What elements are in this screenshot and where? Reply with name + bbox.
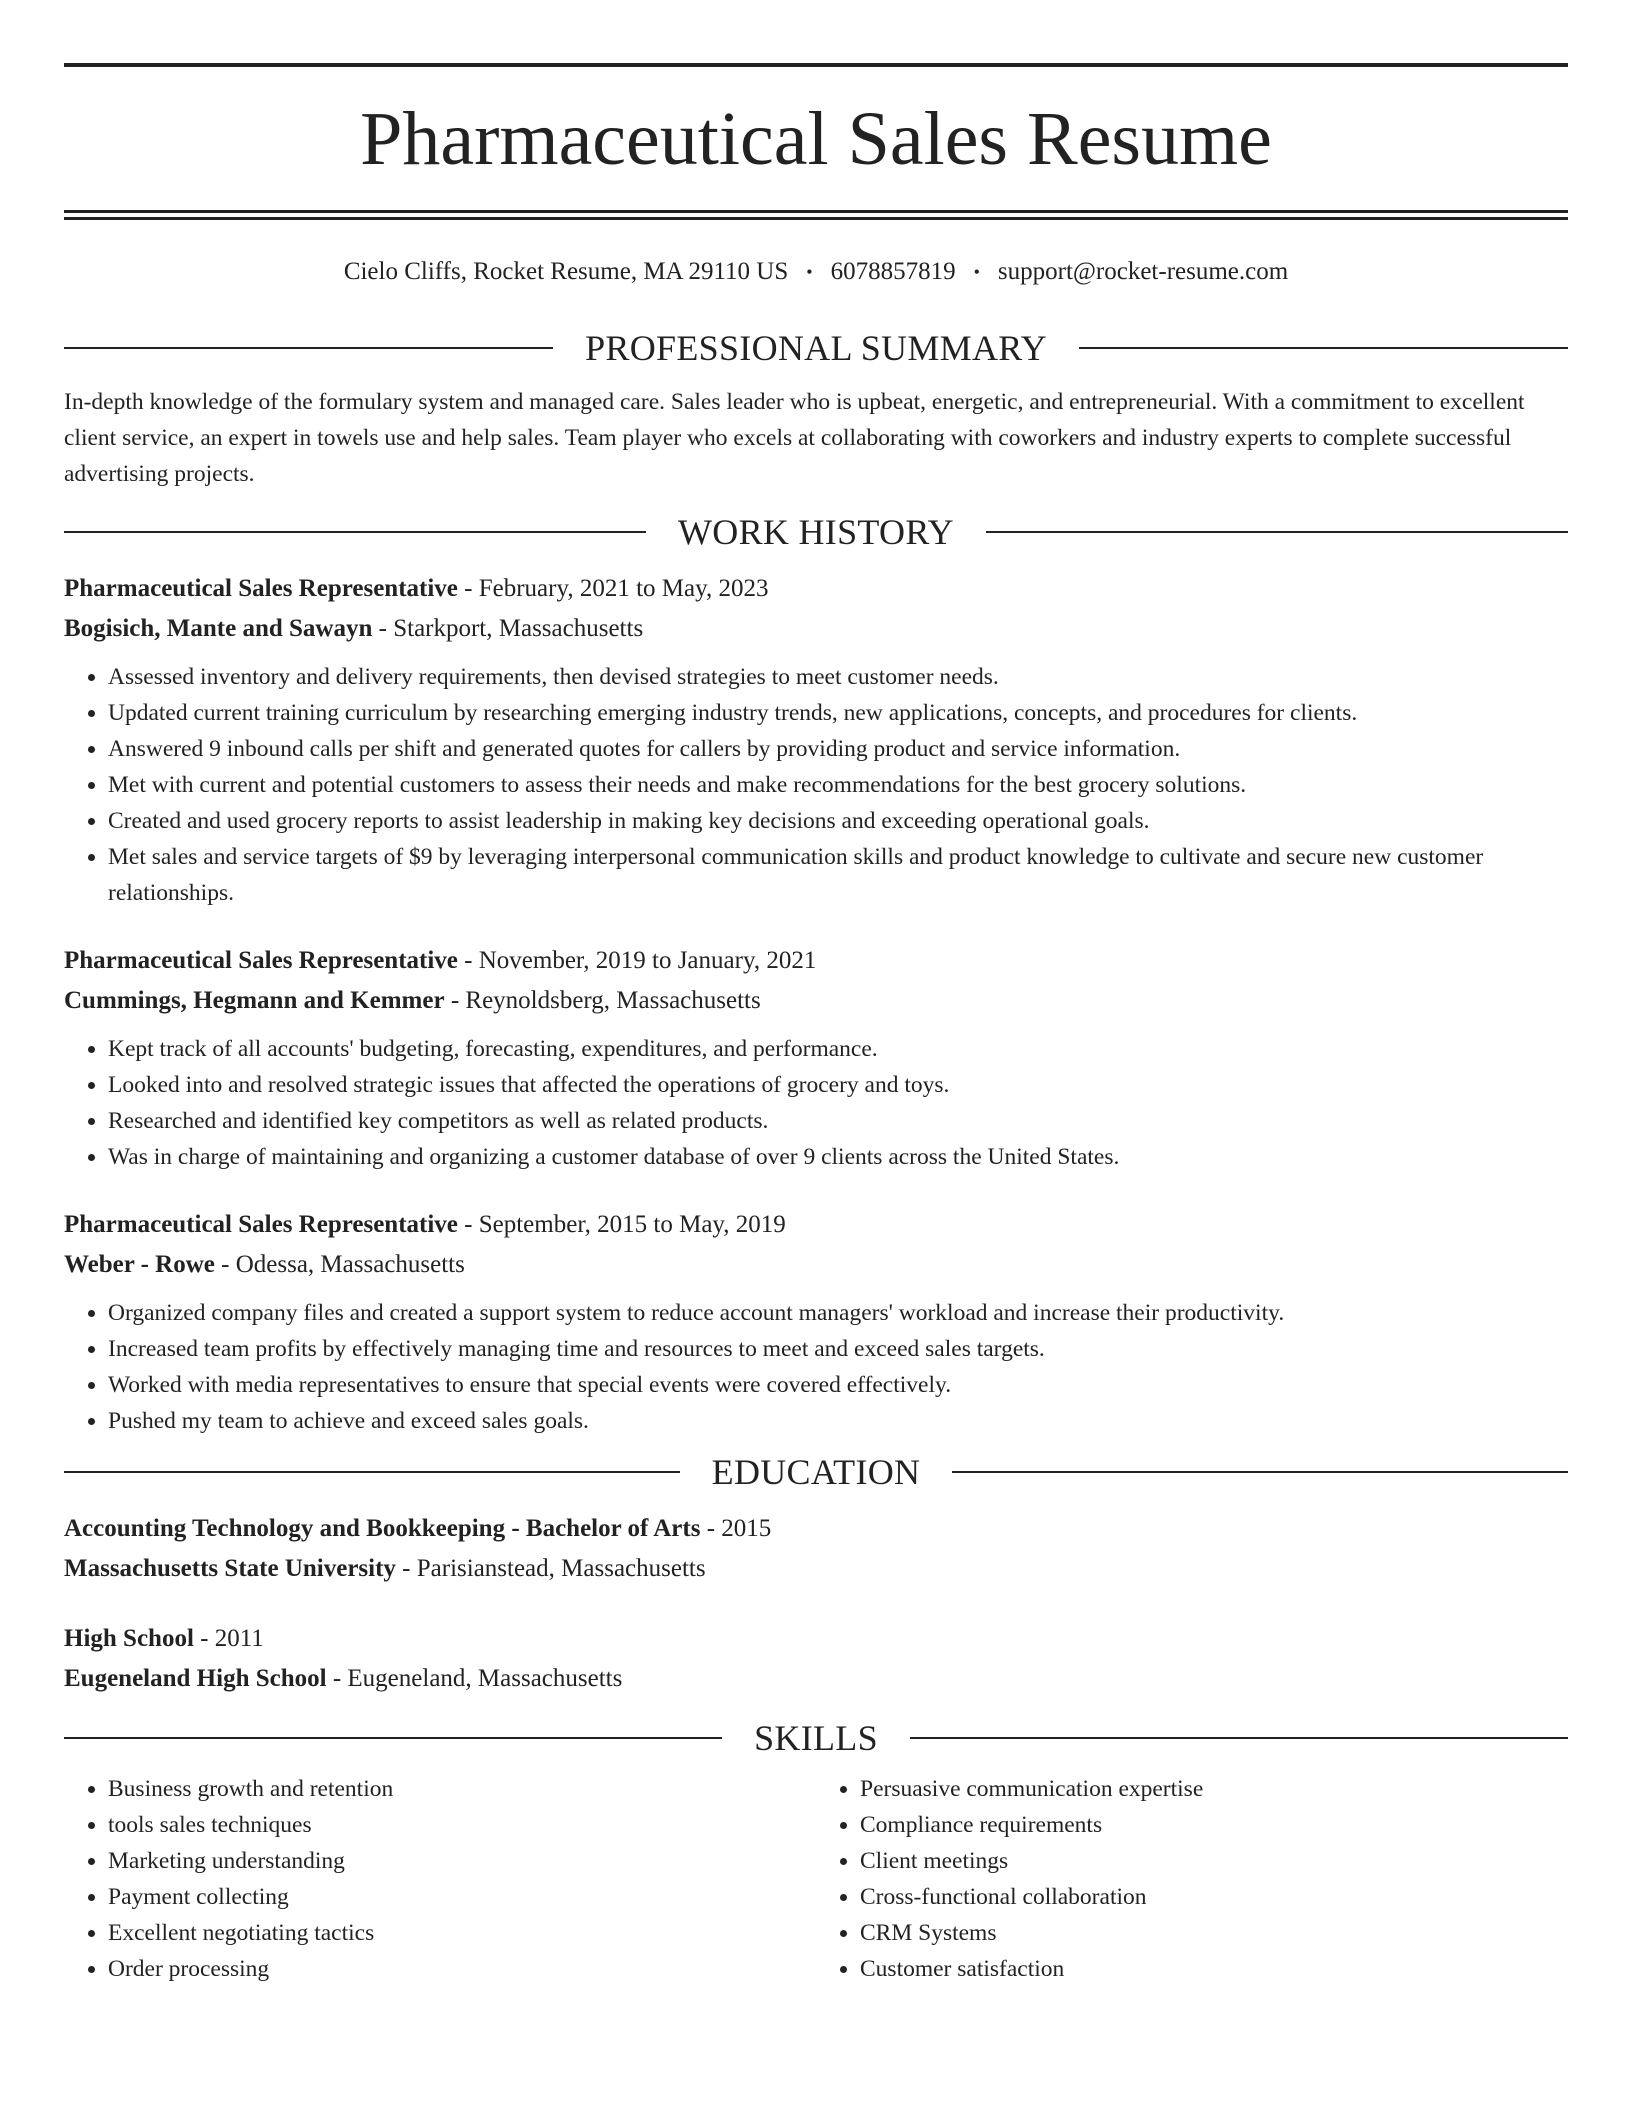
section-title: WORK HISTORY [678, 512, 954, 552]
contact-separator: • [973, 261, 980, 282]
section-heading-skills [64, 1717, 1568, 1759]
job-dates: - February, 2021 to May, 2023 [457, 575, 769, 602]
list-item: • Marketing understanding [108, 1843, 816, 1879]
list-item: • Business growth and retention [108, 1771, 816, 1807]
list-item: • Created and used grocery reports to assist leadership in making key decisions and exceeding operational goals. [108, 803, 1568, 839]
job-dates: - November, 2019 to January, 2021 [457, 947, 817, 974]
job-company: Bogisich, Mante and Sawayn [64, 615, 373, 642]
degree: Accounting Technology and Bookkeeping - Bachelor of Arts [64, 1515, 701, 1542]
job-bullets [64, 659, 1568, 911]
job-location: - Odessa, Massachusetts [214, 1251, 465, 1278]
degree-line [64, 1619, 1568, 1659]
list-item: • Met with current and potential customers to assess their needs and make recommendations for the best grocery solutions. [108, 767, 1568, 803]
degree-year: - 2015 [700, 1515, 772, 1542]
list-item: • tools sales techniques [108, 1807, 816, 1843]
job-location: - Reynoldsberg, Massachusetts [444, 987, 761, 1014]
list-item: • Payment collecting [108, 1879, 816, 1915]
list-item: • Assessed inventory and delivery requirements, then devised strategies to meet customer needs. [108, 659, 1568, 695]
heading-rule [64, 1471, 680, 1473]
skills-column-right [816, 1771, 1568, 1987]
job-title-line [64, 1205, 1568, 1245]
job-title: Pharmaceutical Sales Representative [64, 947, 458, 974]
job-company-line [64, 609, 1568, 649]
page-title: Pharmaceutical Sales Resume [360, 96, 1272, 181]
list-item: • Order processing [108, 1951, 816, 1987]
job-dates: - September, 2015 to May, 2019 [457, 1211, 786, 1238]
education-entry [64, 1509, 1568, 1589]
job-location: - Starkport, Massachusetts [372, 615, 644, 642]
section-title: PROFESSIONAL SUMMARY [585, 328, 1047, 368]
section-title: SKILLS [754, 1718, 878, 1758]
contact-separator: • [806, 261, 813, 282]
heading-rule [952, 1471, 1568, 1473]
job-company: Weber - Rowe [64, 1251, 215, 1278]
heading-rule [986, 531, 1568, 533]
heading-rule [64, 531, 646, 533]
contact-address: Cielo Cliffs, Rocket Resume, MA 29110 US [343, 258, 789, 285]
list-item: • CRM Systems [860, 1915, 1568, 1951]
section-heading-education [64, 1451, 1568, 1493]
heading-rule [1079, 347, 1568, 349]
job-title: Pharmaceutical Sales Representative [64, 1211, 458, 1238]
school-line [64, 1549, 1568, 1589]
degree-line [64, 1509, 1568, 1549]
school: Massachusetts State University [64, 1555, 396, 1582]
job-entry [64, 569, 1568, 911]
list-item: • Compliance requirements [860, 1807, 1568, 1843]
job-entry [64, 941, 1568, 1175]
list-item: • Was in charge of maintaining and organizing a customer database of over 9 clients across the United States. [108, 1139, 1568, 1175]
heading-rule [64, 347, 553, 349]
section-heading-work [64, 511, 1568, 553]
list-item: • Answered 9 inbound calls per shift and generated quotes for callers by providing product and service information. [108, 731, 1568, 767]
school-line [64, 1659, 1568, 1699]
section-heading-summary [64, 327, 1568, 369]
list-item: • Persuasive communication expertise [860, 1771, 1568, 1807]
list-item: • Cross-functional collaboration [860, 1879, 1568, 1915]
list-item: • Client meetings [860, 1843, 1568, 1879]
job-bullets [64, 1295, 1568, 1439]
school-location: - Eugeneland, Massachusetts [326, 1665, 623, 1692]
title-double-rule [64, 210, 1568, 220]
job-entry [64, 1205, 1568, 1439]
list-item: • Customer satisfaction [860, 1951, 1568, 1987]
contact-line [64, 257, 1568, 287]
job-title: Pharmaceutical Sales Representative [64, 575, 458, 602]
list-item: • Pushed my team to achieve and exceed sales goals. [108, 1403, 1568, 1439]
school-location: - Parisianstead, Massachusetts [395, 1555, 706, 1582]
list-item: • Researched and identified key competitors as well as related products. [108, 1103, 1568, 1139]
heading-rule [910, 1737, 1568, 1739]
job-bullets [64, 1031, 1568, 1175]
job-company: Cummings, Hegmann and Kemmer [64, 987, 445, 1014]
contact-email: support@rocket-resume.com [997, 258, 1289, 285]
job-title-line [64, 569, 1568, 609]
contact-phone: 6078857819 [830, 258, 956, 285]
job-title-line [64, 941, 1568, 981]
section-title: EDUCATION [711, 1452, 921, 1492]
list-item: • Excellent negotiating tactics [108, 1915, 816, 1951]
list-item: • Updated current training curriculum by researching emerging industry trends, new applications, concepts, and procedures for clients. [108, 695, 1568, 731]
list-item: • Organized company files and created a support system to reduce account managers' workload and increase their productivity. [108, 1295, 1568, 1331]
school: Eugeneland High School [64, 1665, 327, 1692]
skills-column-left [64, 1771, 816, 1987]
list-item: • Looked into and resolved strategic issues that affected the operations of grocery and toys. [108, 1067, 1568, 1103]
education-entry [64, 1619, 1568, 1699]
list-item: • Met sales and service targets of $9 by leveraging interpersonal communication skills and product knowledge to cultivate and secure new customer relationships. [108, 839, 1568, 911]
summary-text: In-depth knowledge of the formulary system and managed care. Sales leader who is upbeat, energetic, and entrepreneurial. With a commitment to excellent client service, an expert in towels use and help sales. Team player who excels at collaborating with coworkers and industry experts to complete successful advertising projects. [64, 389, 1525, 487]
job-company-line [64, 1245, 1568, 1285]
skills-grid [64, 1771, 1568, 1987]
list-item: • Kept track of all accounts' budgeting, forecasting, expenditures, and performance. [108, 1031, 1568, 1067]
job-company-line [64, 981, 1568, 1021]
heading-rule [64, 1737, 722, 1739]
list-item: • Worked with media representatives to ensure that special events were covered effectively. [108, 1367, 1568, 1403]
degree-year: - 2011 [193, 1625, 264, 1652]
list-item: • Increased team profits by effectively managing time and resources to meet and exceed sales targets. [108, 1331, 1568, 1367]
degree: High School [64, 1625, 194, 1652]
resume-page [64, 63, 1568, 1987]
